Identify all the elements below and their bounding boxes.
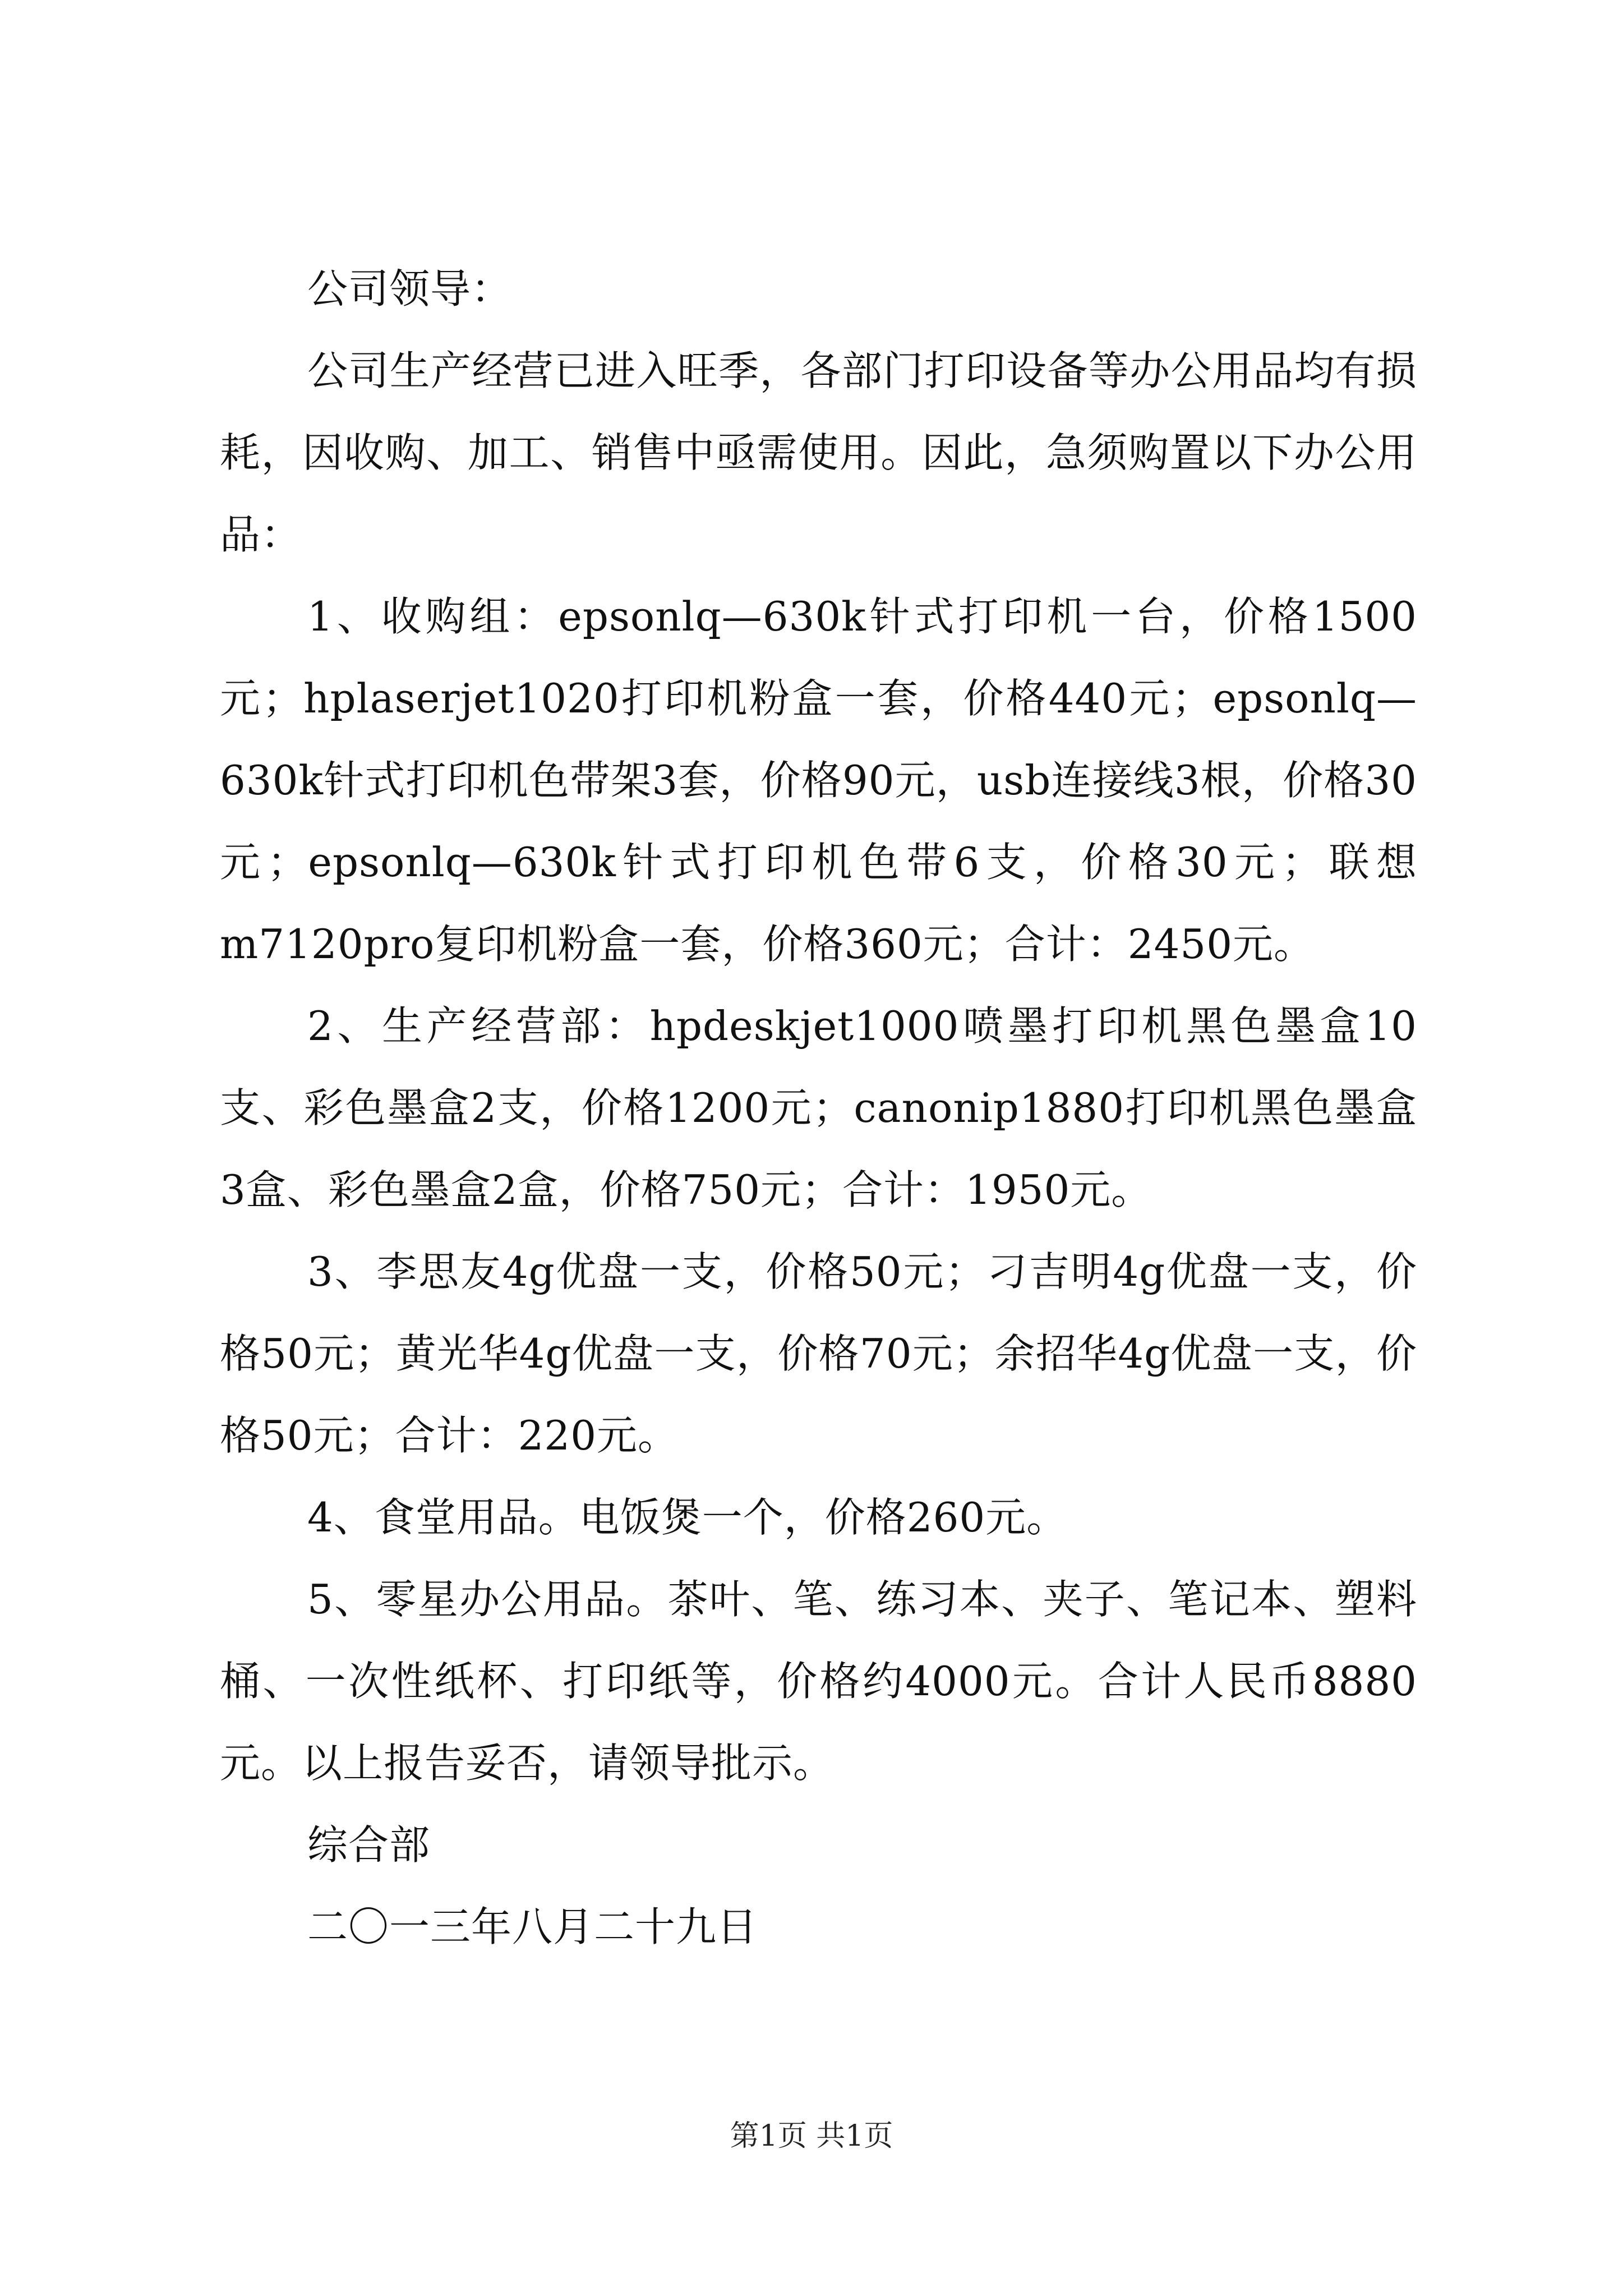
item-paragraph-2: 2、生产经营部：hpdeskjet1000喷墨打印机黑色墨盒10支、彩色墨盒2支，价格1200元；canonip1880打印机黑色墨盒3盒、彩色墨盒2盒，价格750元；合计：1950元。 [220, 1002, 1417, 1213]
item-paragraph-1: 1、收购组：epsonlq—630k针式打印机一台，价格1500元；hplaserjet1020打印机粉盒一套，价格440元；epsonlq—630k针式打印机色带架3套，价格90元，usb连接线3根，价格30元；epsonlq—630k针式打印机色带6支，价格30元；联想m7120pro复印机粉盒一套，价格360元；合计：2450元。 [220, 593, 1417, 968]
item-paragraph-5: 5、零星办公用品。茶叶、笔、练习本、夹子、笔记本、塑料桶、一次性纸杯、打印纸等，价格约4000元。合计人民币8880元。以上报告妥否，请领导批示。 [220, 1576, 1417, 1787]
item-paragraph-3: 3、李思友4g优盘一支，价格50元；刁吉明4g优盘一支，价格50元；黄光华4g优盘一支，价格70元；余招华4g优盘一支，价格50元；合计：220元。 [220, 1248, 1417, 1459]
document-body [220, 248, 1417, 1968]
document-date: 二〇一三年八月二十九日 [307, 1903, 758, 1950]
intro-paragraph: 公司生产经营已进入旺季，各部门打印设备等办公用品均有损耗，因收购、加工、销售中亟需使用。因此，急须购置以下办公用品： [220, 347, 1417, 558]
page-footer: 第1页 共1页 [730, 2119, 893, 2153]
salutation: 公司领导： [307, 265, 513, 312]
department-signature: 综合部 [307, 1821, 431, 1869]
item-paragraph-4: 4、食堂用品。电饭煲一个，价格260元。 [307, 1494, 1068, 1541]
